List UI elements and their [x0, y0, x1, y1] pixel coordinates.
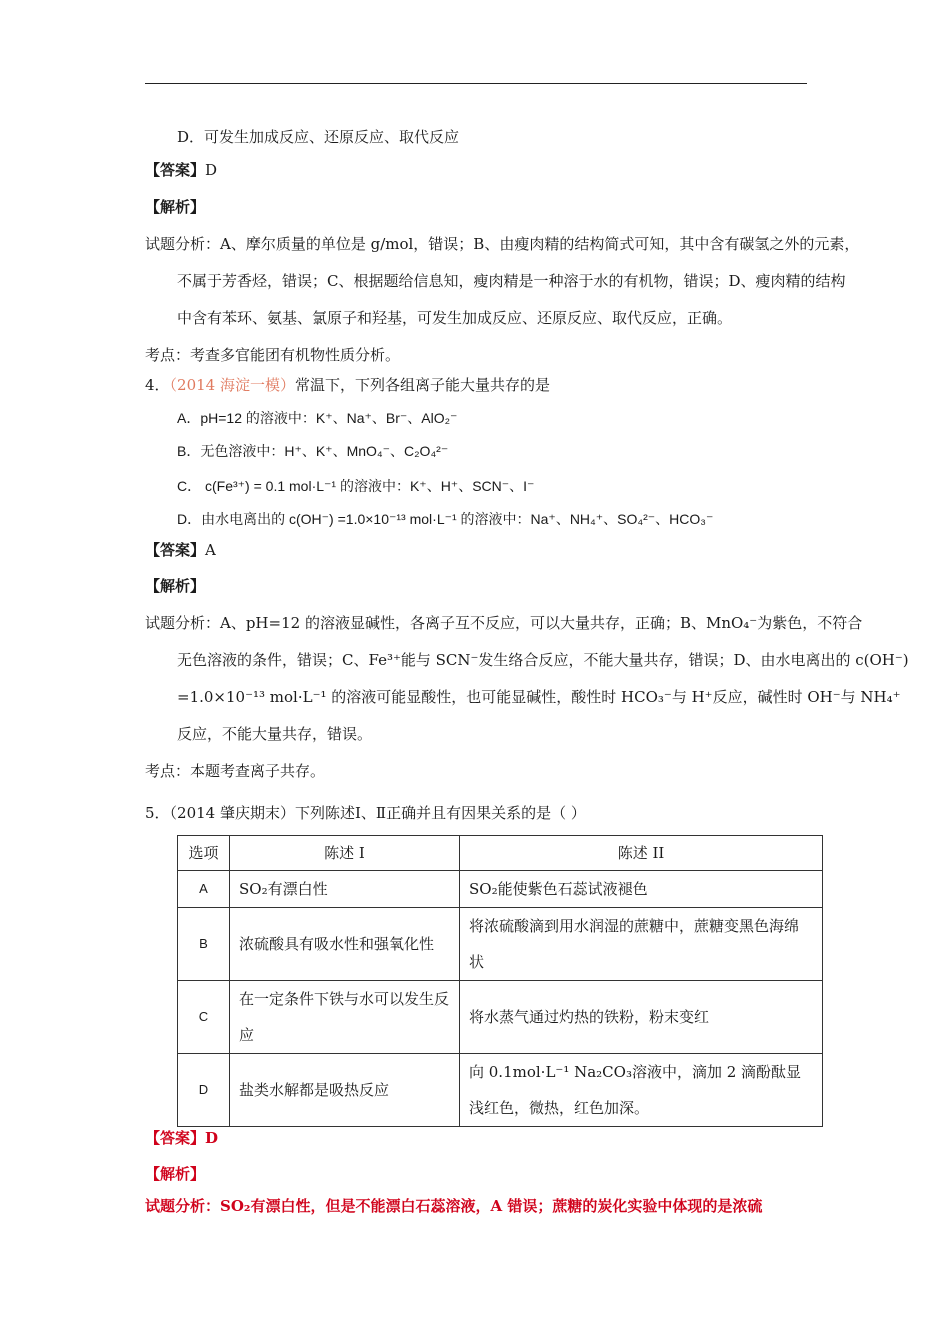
row-statement-2: 将水蒸气通过灼热的铁粉，粉末变红	[460, 981, 823, 1054]
q4-option-d: D．由水电离出的 c(OH⁻) =1.0×10⁻¹³ mol·L⁻¹ 的溶液中：Na⁺、NH₄⁺、SO₄²⁻、HCO₃⁻	[177, 511, 714, 527]
table-header: 选项	[178, 836, 230, 871]
q3-point: 考点：考查多官能团有机物性质分析。	[145, 346, 401, 364]
answer-label: 【答案】	[145, 541, 206, 559]
row-statement-2: 向 0.1mol·L⁻¹ Na₂CO₃溶液中，滴加 2 滴酚酞显浅红色，微热，红色加深。	[460, 1054, 823, 1127]
row-option: B	[178, 908, 230, 981]
row-statement-2: 将浓硫酸滴到用水润湿的蔗糖中，蔗糖变黑色海绵状	[460, 908, 823, 981]
q5-table	[177, 835, 823, 1127]
row-statement-1: SO₂有漂白性	[230, 871, 460, 908]
answer-value: D	[205, 1129, 219, 1147]
q5-stem: （2014 肇庆期末）下列陈述Ⅰ、Ⅱ正确并且有因果关系的是（ ）	[169, 804, 586, 822]
answer-value: D	[205, 161, 218, 179]
q3-analysis-line-2: 不属于芳香烃，错误；C、根据题给信息知，瘦肉精是一种溶于水的有机物，错误；D、瘦肉精的结构	[177, 272, 846, 290]
row-option: D	[178, 1054, 230, 1127]
row-statement-1: 浓硫酸具有吸水性和强氧化性	[230, 908, 460, 981]
q5-stem-line	[145, 803, 586, 823]
q4-stem: 常温下，下列各组离子能大量共存的是	[295, 376, 551, 394]
q4-option-b: B．无色溶液中：H⁺、K⁺、MnO₄⁻、C₂O₄²⁻	[177, 443, 449, 459]
q3-analysis-line-3: 中含有苯环、氨基、氯原子和羟基，可发生加成反应、还原反应、取代反应，正确。	[177, 309, 733, 327]
q3-answer	[145, 160, 217, 180]
q3-option-d: D．可发生加成反应、还原反应、取代反应	[177, 128, 460, 146]
header-rule	[145, 83, 807, 84]
table-row	[178, 1054, 823, 1127]
q4-analysis-line-2: 无色溶液的条件，错误；C、Fe³⁺能与 SCN⁻发生络合反应，不能大量共存，错误；D、由水电离出的 c(OH⁻)	[177, 651, 909, 669]
q3-analysis-line-1: 试题分析：A、摩尔质量的单位是 g/mol，错误；B、由瘦肉精的结构简式可知，其中含有碳氢之外的元素，	[145, 235, 860, 253]
row-statement-1: 在一定条件下铁与水可以发生反应	[230, 981, 460, 1054]
q4-analysis-line-1: 试题分析：A、pH=12 的溶液显碱性，各离子互不反应，可以大量共存，正确；B、MnO₄⁻为紫色，不符合	[145, 614, 863, 632]
answer-label: 【答案】	[145, 161, 206, 179]
answer-label: 【答案】	[145, 1129, 206, 1147]
q4-analysis-line-4: 反应，不能大量共存，错误。	[177, 725, 373, 743]
table-row	[178, 908, 823, 981]
table-header: 陈述 I	[230, 836, 460, 871]
row-statement-2: SO₂能使紫色石蕊试液褪色	[460, 871, 823, 908]
table-header-row	[178, 836, 823, 871]
q4-option-a: A．pH=12 的溶液中：K⁺、Na⁺、Br⁻、AlO₂⁻	[177, 410, 458, 426]
q5-number: 5．	[145, 804, 170, 822]
q4-point: 考点：本题考查离子共存。	[145, 762, 326, 780]
row-statement-1: 盐类水解都是吸热反应	[230, 1054, 460, 1127]
answer-value: A	[205, 541, 216, 559]
q4-answer	[145, 540, 216, 560]
q5-analysis-line-1: 试题分析：SO₂有漂白性，但是不能漂白石蕊溶液，A 错误；蔗糖的炭化实验中体现的是浓硫	[145, 1197, 763, 1215]
q4-source: （2014 海淀一模）	[169, 376, 295, 394]
table-header: 陈述 II	[460, 836, 823, 871]
table-row	[178, 871, 823, 908]
q4-analysis-line-3: =1.0×10⁻¹³ mol·L⁻¹ 的溶液可能显酸性，也可能显碱性，酸性时 HCO₃⁻与 H⁺反应，碱性时 OH⁻与 NH₄⁺	[177, 688, 901, 706]
q4-number: 4．	[145, 376, 170, 394]
q4-option-c: C． c(Fe³⁺) = 0.1 mol·L⁻¹ 的溶液中：K⁺、H⁺、SCN⁻、I⁻	[177, 478, 535, 494]
q4-stem-line	[145, 375, 550, 395]
q5-answer	[145, 1128, 218, 1148]
table-row	[178, 981, 823, 1054]
q4-analysis-label: 【解析】	[145, 577, 206, 595]
row-option: A	[178, 871, 230, 908]
q3-analysis-label: 【解析】	[145, 198, 206, 216]
q5-analysis-label: 【解析】	[145, 1165, 206, 1183]
row-option: C	[178, 981, 230, 1054]
